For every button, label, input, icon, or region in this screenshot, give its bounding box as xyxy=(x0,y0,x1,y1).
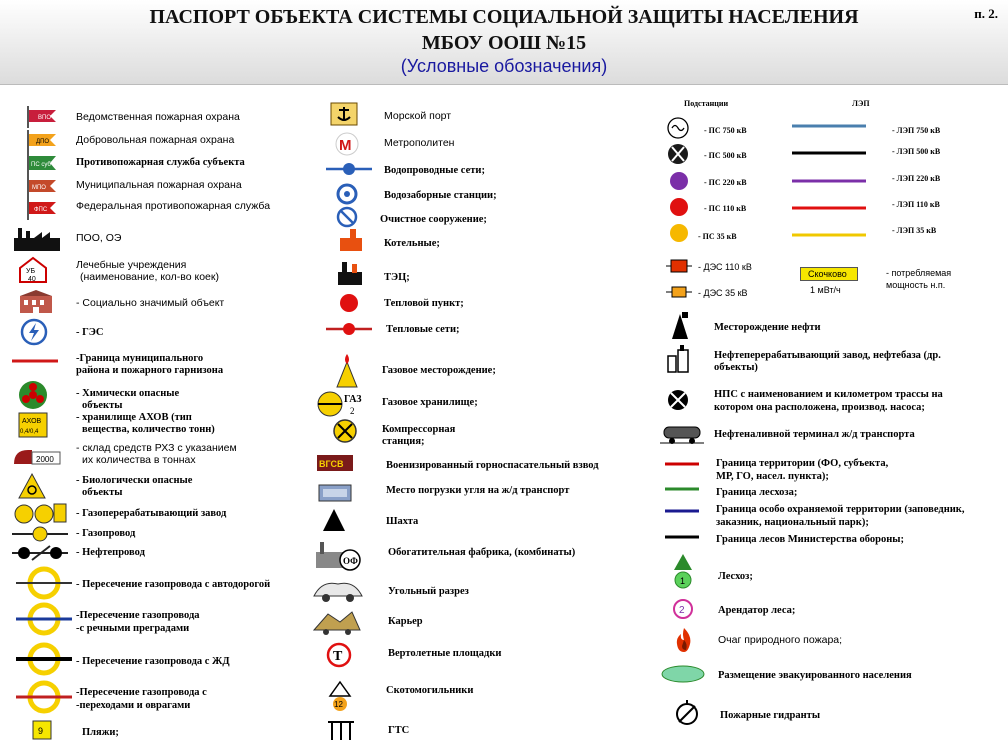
bio-label-1: - Биологически опасные xyxy=(76,475,193,486)
gas-field-icon xyxy=(332,352,362,388)
settlement-name: Скочково xyxy=(808,269,847,279)
him-label-6: их количества в тоннах xyxy=(82,454,196,466)
per4-label-1: -Пересечение газопровода с xyxy=(76,687,207,698)
tepl-label: Тепловой пункт; xyxy=(384,298,464,309)
dpo-label: Добровольная пожарная охрана xyxy=(76,134,235,146)
vpo-label: Ведомственная пожарная охрана xyxy=(76,111,240,123)
razm-label: Размещение эвакуированного населения xyxy=(718,670,912,681)
goopt-label-1: Граница особо охраняемой территории (заповедник, xyxy=(716,504,965,515)
port-icon xyxy=(330,102,358,126)
tenant-badge: 2 xyxy=(679,605,685,616)
arenda-label: Арендатор леса; xyxy=(718,605,796,616)
lech-label-2: (наименование, кол-во коек) xyxy=(80,271,219,283)
gidr-label: Пожарные гидранты xyxy=(720,710,821,721)
hospital-beds: 40 xyxy=(28,276,36,283)
chemical-icon xyxy=(18,380,48,410)
goopt-label-2: заказник, национальный парк); xyxy=(716,517,869,528)
mest-neft-label: Месторождение нефти xyxy=(714,322,821,333)
crossing-rail-icon xyxy=(14,642,74,676)
gt-label-2: МР, ГО, насел. пункта); xyxy=(716,471,829,482)
port-label: Морской порт xyxy=(384,110,452,122)
ps220-icon xyxy=(668,170,690,192)
gts-label: ГТС xyxy=(388,725,410,736)
ps35-icon xyxy=(668,222,690,244)
pss-badge: ПС суб xyxy=(31,162,51,168)
fps-label: Федеральная противопожарная служба xyxy=(76,200,271,212)
beach-badge: 9 xyxy=(38,726,44,736)
social-label: - Социально значимый объект xyxy=(76,297,225,309)
kompr-label-2: станция; xyxy=(382,436,425,447)
compressor-icon xyxy=(332,418,358,444)
vgsch-label: Военизированный горноспасательный взвод xyxy=(386,460,599,471)
ps500-label: - ПС 500 кВ xyxy=(704,151,747,160)
lep-header: ЛЭП xyxy=(852,99,870,108)
lep35-line xyxy=(790,232,868,238)
ges-label: - ГЭС xyxy=(76,327,104,338)
crossing-ravine-icon xyxy=(14,680,74,714)
skot-label: Скотомогильники xyxy=(386,685,474,696)
mpo-flag-icon xyxy=(22,176,60,198)
helipad-icon xyxy=(326,642,352,668)
mpo-label: Муниципальная пожарная охрана xyxy=(76,179,242,191)
vodset-label: Водопроводные сети; xyxy=(384,165,485,176)
metro-icon xyxy=(334,132,360,156)
gles-label: Граница лесхоза; xyxy=(716,487,798,498)
obog-label: Обогатительная фабрика, (комбинаты) xyxy=(388,547,576,558)
wildfire-icon xyxy=(672,626,696,654)
quarry-icon xyxy=(312,606,362,636)
tec-label: ТЭЦ; xyxy=(384,272,410,283)
lep500-label: - ЛЭП 500 кВ xyxy=(892,147,941,156)
cattle-burial-badge: 12 xyxy=(334,700,343,709)
gpz-label: - Газоперерабатывающий завод xyxy=(76,508,227,519)
oil-refinery-icon xyxy=(666,344,692,374)
of-badge: ОФ xyxy=(343,556,358,566)
shahta-label: Шахта xyxy=(386,516,419,527)
pss-flag-icon xyxy=(22,152,60,176)
coal-pit-icon xyxy=(312,576,364,604)
evacuation-icon xyxy=(660,664,706,684)
tenant-icon xyxy=(672,598,694,620)
vert-label: Вертолетные площадки xyxy=(388,648,502,659)
fps-flag-icon xyxy=(22,198,60,220)
gazhran-label: Газовое хранилище; xyxy=(382,397,478,408)
vgsch-badge: ВГСВ xyxy=(319,459,344,469)
social-building-icon xyxy=(18,290,54,314)
gaz-label: - Газопровод xyxy=(76,528,136,539)
potr-label-2: мощность н.п. xyxy=(886,280,946,290)
des110-icon xyxy=(666,258,692,274)
mpo-badge: МПО xyxy=(32,185,46,191)
treatment-plant-icon xyxy=(336,206,358,228)
mo-border-line xyxy=(664,534,700,540)
lep750-label: - ЛЭП 750 кВ xyxy=(892,126,941,135)
lep750-line xyxy=(790,123,868,129)
helipad-badge: Т xyxy=(333,649,343,664)
factory-icon xyxy=(12,226,62,252)
vodzab-label: Водозаборные станции; xyxy=(384,190,497,201)
coal-loading-icon xyxy=(318,484,352,502)
ugol-label: Угольный разрез xyxy=(388,586,469,597)
gas-pipeline-icon xyxy=(10,524,70,544)
him-label-3: - хранилище АХОВ (тип xyxy=(76,412,192,423)
gt-label-1: Граница территории (ФО, субъекта, xyxy=(716,458,889,469)
poo-label: ПОО, ОЭ xyxy=(76,232,122,244)
settlement-power: 1 мВт/ч xyxy=(810,285,841,295)
potr-label-1: - потребляемая xyxy=(886,268,952,278)
kompr-label-1: Компрессорная xyxy=(382,424,456,435)
lep220-line xyxy=(790,178,868,184)
dpo-flag-icon xyxy=(22,130,60,152)
crossing-river-icon xyxy=(14,602,74,636)
mine-rescue-icon xyxy=(316,454,354,472)
per2-label-1: -Пересечение газопровода xyxy=(76,610,200,621)
gran-label-1: -Граница муниципального xyxy=(76,353,204,364)
him-label-4: вещества, количество тонн) xyxy=(82,424,215,435)
water-intake-icon xyxy=(336,183,358,205)
substations-header: Подстанции xyxy=(684,99,729,108)
karer-label: Карьер xyxy=(388,616,423,627)
ps220-label: - ПС 220 кВ xyxy=(704,178,747,187)
municipal-border-icon xyxy=(10,358,60,364)
kotel-label: Котельные; xyxy=(384,238,440,249)
teplset-label: Тепловые сети; xyxy=(386,324,460,335)
svg-text:M: M xyxy=(339,137,352,154)
ps750-icon xyxy=(666,116,690,140)
dpo-badge: ДПО xyxy=(36,139,50,145)
ahov-icon xyxy=(18,412,48,438)
des35-label: - ДЭС 35 кВ xyxy=(698,288,748,298)
water-network-icon xyxy=(324,160,374,178)
ps110-icon xyxy=(668,196,690,218)
oil-terminal-icon xyxy=(660,424,704,444)
ps750-label: - ПС 750 кВ xyxy=(704,126,747,135)
ps110-label: - ПС 110 кВ xyxy=(704,204,747,213)
vpo-flag-icon xyxy=(22,106,60,128)
rhz-storage-icon xyxy=(12,448,62,466)
him-label-5: - склад средств РХЗ с указанием xyxy=(76,442,237,454)
per1-label: - Пересечение газопровода с автодорогой xyxy=(76,579,271,590)
ochag-label: Очаг природного пожара; xyxy=(718,634,843,646)
shaft-icon xyxy=(322,508,346,532)
leshoz-label: Лесхоз; xyxy=(718,571,753,582)
page-subtitle: (Условные обозначения) xyxy=(400,56,608,76)
cattle-burial-icon xyxy=(328,680,352,712)
hospital-badge: УБ xyxy=(26,268,36,275)
oopt-border-line xyxy=(664,508,700,514)
processing-plant-icon xyxy=(314,540,362,572)
per3-label: - Пересечение газопровода с ЖД xyxy=(76,656,230,667)
page-number: п. 2. xyxy=(974,6,998,21)
territory-border-line xyxy=(664,461,700,467)
oil-field-icon xyxy=(668,310,692,340)
npz-label-1: Нефтеперерабатывающий завод, нефтебаза (др. xyxy=(714,350,941,361)
des35-icon xyxy=(666,284,692,300)
beach-icon xyxy=(32,720,52,740)
page-title-school: МБОУ ООШ №15 xyxy=(421,32,587,54)
nps-icon xyxy=(666,388,690,412)
pogr-label: Место погрузки угля на ж/д транспорт xyxy=(386,485,570,496)
heat-network-icon xyxy=(324,320,374,338)
fps-badge: ФПС xyxy=(34,207,48,213)
bio-label-2: объекты xyxy=(82,487,123,498)
gas-storage-icon xyxy=(316,390,368,418)
plyazh-label: Пляжи; xyxy=(82,727,119,738)
leshoz-icon xyxy=(670,552,696,590)
ps500-icon xyxy=(666,142,690,166)
header xyxy=(0,0,1008,85)
terminal-label: Нефтеналивной терминал ж/д транспорта xyxy=(714,429,915,440)
glmo-label: Граница лесов Министерства обороны; xyxy=(716,534,904,545)
ges-icon xyxy=(20,318,48,346)
npz-label-2: объекты) xyxy=(714,362,758,373)
lep110-line xyxy=(790,205,868,211)
ps35-label: - ПС 35 кВ xyxy=(698,232,737,241)
lep500-line xyxy=(790,150,868,156)
vpo-badge: ВПО xyxy=(38,115,51,121)
gazmest-label: Газовое месторождение; xyxy=(382,365,496,376)
gas-storage-badge: ГАЗ xyxy=(344,394,362,405)
ahov-badge-1: АХОВ xyxy=(22,418,42,425)
des110-label: - ДЭС 110 кВ xyxy=(698,262,752,272)
biohazard-icon xyxy=(18,472,46,500)
him-label-1: - Химически опасные xyxy=(76,388,180,399)
boiler-house-icon xyxy=(336,228,364,252)
gts-icon xyxy=(326,720,356,742)
rhz-badge: 2000 xyxy=(36,455,54,464)
him-label-2: объекты xyxy=(82,400,123,411)
page-title: ПАСПОРТ ОБЪЕКТА СИСТЕМЫ СОЦИАЛЬНОЙ ЗАЩИТЫ НАСЕЛЕНИЯ xyxy=(149,6,859,28)
leshoz-badge: 1 xyxy=(680,576,686,586)
gran-label-2: района и пожарного гарнизона xyxy=(76,365,224,376)
pss-label: Противопожарная служба субъекта xyxy=(76,157,245,168)
nps-label-2: котором она расположена, производ. насоса; xyxy=(714,402,925,413)
tec-icon xyxy=(336,260,364,286)
gas-storage-count: 2 xyxy=(350,406,355,416)
ahov-badge-2: 0,4/0,4 xyxy=(20,429,39,435)
lep35-label: - ЛЭП 35 кВ xyxy=(892,226,937,235)
crossing-road-icon xyxy=(14,566,74,600)
hydrant-icon xyxy=(674,700,700,728)
heat-point-icon xyxy=(338,292,360,314)
lep220-label: - ЛЭП 220 кВ xyxy=(892,174,941,183)
nps-label-1: НПС с наименованием и километром трассы на xyxy=(714,389,943,400)
metro-label: Метрополитен xyxy=(384,137,455,149)
lep110-label: - ЛЭП 110 кВ xyxy=(892,200,940,209)
gas-plant-icon xyxy=(12,500,68,526)
ochist-label: Очистное сооружение; xyxy=(380,214,487,225)
per4-label-2: -переходами и оврагами xyxy=(76,700,191,711)
leshoz-border-line xyxy=(664,486,700,492)
hospital-icon xyxy=(18,256,48,284)
neft-label: - Нефтепровод xyxy=(76,547,145,558)
lech-label-1: Лечебные учреждения xyxy=(76,259,187,271)
per2-label-2: -с речными преградами xyxy=(76,623,190,634)
oil-pipeline-icon xyxy=(10,542,70,564)
